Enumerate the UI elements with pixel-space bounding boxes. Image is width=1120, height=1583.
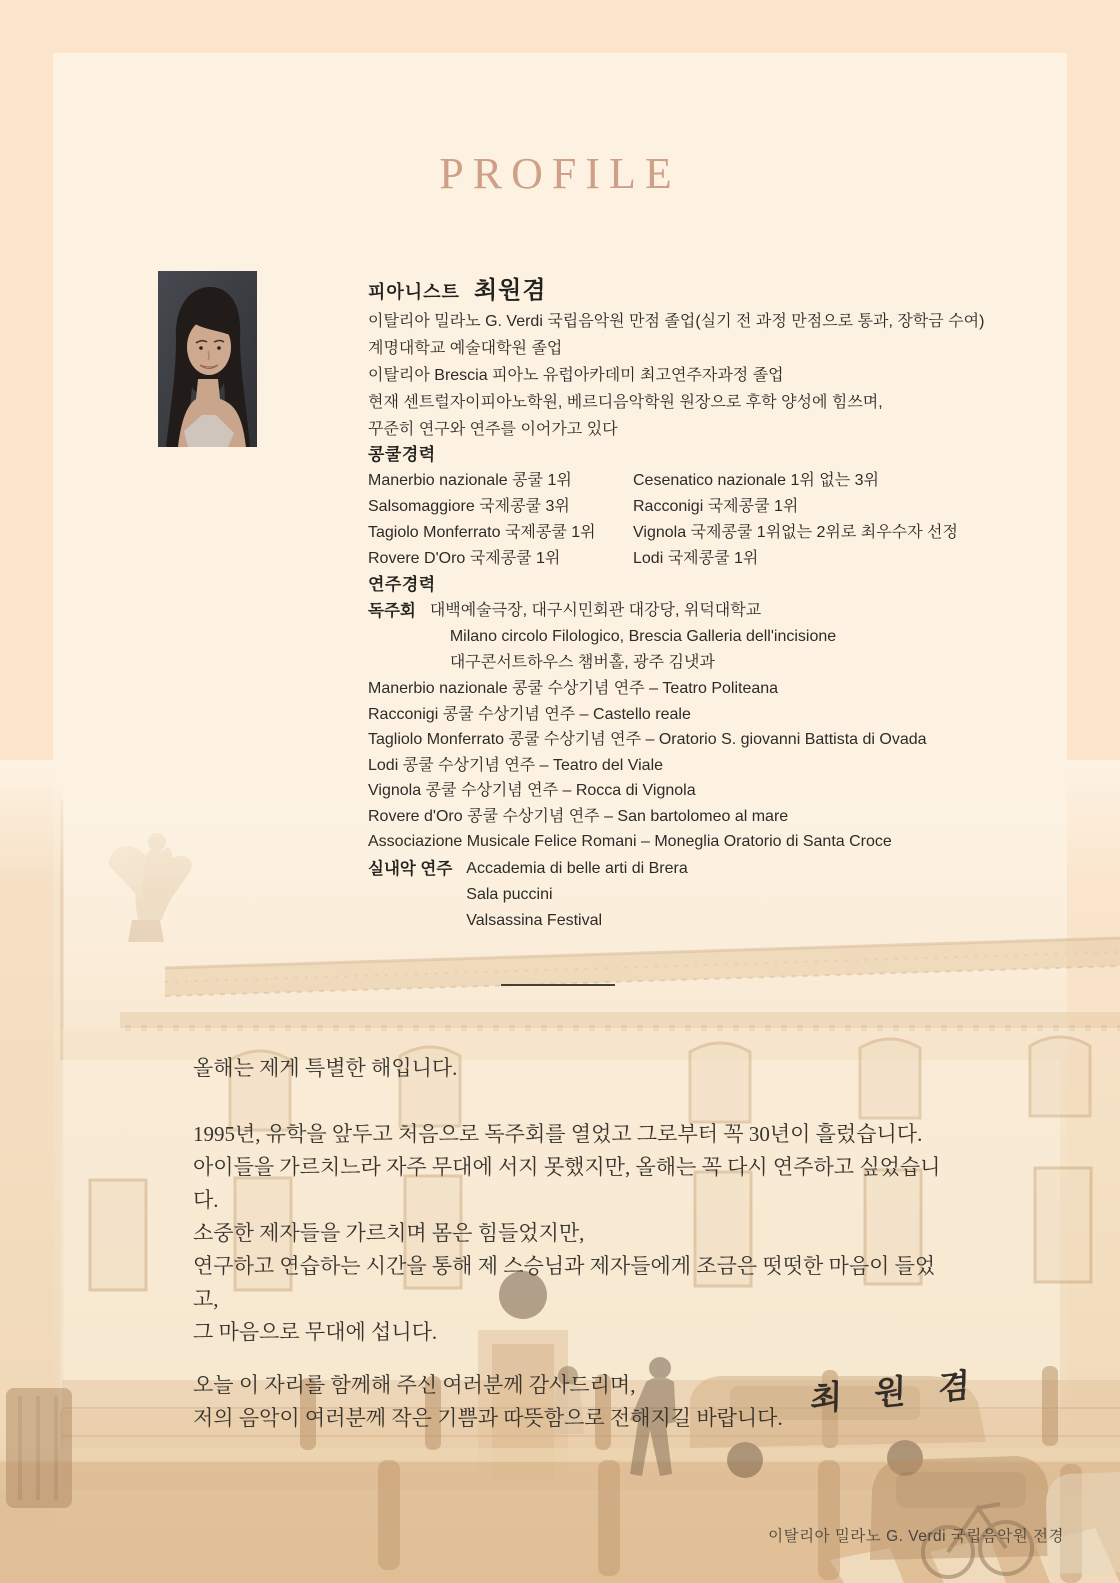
letter-paragraph	[193, 1118, 953, 1349]
competitions-right-column	[633, 468, 1033, 572]
competitions-left-column	[368, 468, 630, 572]
solo-recital-line: Milano circolo Filologico, Brescia Galleria dell'incisione	[449, 628, 837, 645]
competition-item: Vignola 국제콩쿨 1위없는 2위로 최우수자 선정	[633, 524, 958, 541]
performance-list	[368, 676, 1028, 855]
letter-line: 1995년, 유학을 앞두고 처음으로 독주회를 열었고 그로부터 꼭 30년이 흘렀습니다.	[193, 1122, 923, 1146]
chamber-music-line: Sala puccini	[466, 886, 553, 903]
bio-line: 현재 센트럴자이피아노학원, 베르디음악학원 원장으로 후학 양성에 힘쓰며,	[368, 394, 883, 411]
chamber-music-line: Valsassina Festival	[466, 912, 603, 929]
competition-item: Salsomaggiore 국제콩쿨 3위	[368, 498, 570, 515]
solo-recital-line: 대백예술극장, 대구시민회관 대강당, 위덕대학교	[429, 602, 762, 619]
performance-item: Vignola 콩쿨 수상기념 연주 – Rocca di Vignola	[368, 782, 696, 799]
performance-item: Lodi 콩쿨 수상기념 연주 – Teatro del Viale	[368, 756, 664, 774]
chamber-music-row	[368, 856, 688, 934]
solo-recitals-lines	[430, 598, 836, 676]
chamber-music-lines	[466, 856, 687, 934]
section-divider	[501, 984, 615, 986]
bio-line: 꾸준히 연구와 연주를 이어가고 있다	[368, 421, 618, 438]
pianist-role-label: 피아니스트	[368, 282, 460, 302]
photo-caption: 이탈리아 밀라노 G. Verdi 국립음악원 전경	[768, 1528, 1064, 1545]
competition-item: Tagiolo Monferrato 국제콩쿨 1위	[368, 524, 596, 541]
performance-item: Racconigi 콩쿨 수상기념 연주 – Castello reale	[368, 705, 691, 723]
handwritten-signature: 최 원 겸	[809, 1367, 983, 1419]
chamber-music-line: Accademia di belle arti di Brera	[466, 860, 688, 877]
bio-line: 이탈리아 밀라노 G. Verdi 국립음악원 만점 졸업(실기 전 과정 만점으로 통과, 장학금 수여)	[368, 313, 985, 330]
performance-item: Manerbio nazionale 콩쿨 수상기념 연주 – Teatro Politeana	[368, 680, 779, 697]
competitions-header: 콩쿨경력	[368, 445, 436, 464]
pianist-name: 최원겸	[473, 277, 547, 304]
bio-line: 계명대학교 예술대학원 졸업	[368, 340, 563, 357]
bio-block	[368, 308, 1028, 443]
solo-recital-line: 대구콘서트하우스 챔버홀, 광주 김냇과	[449, 654, 715, 671]
letter-line: 연구하고 연습하는 시간을 통해 제 스승님과 제자들에게 조금은 떳떳한 마음이 들었고,	[193, 1254, 936, 1311]
letter-line: 그 마음으로 무대에 섭니다.	[193, 1320, 438, 1344]
pianist-photo	[158, 271, 257, 447]
performance-item: Rovere d'Oro 콩쿨 수상기념 연주 – San bartolomeo al mare	[368, 807, 789, 825]
competition-item: Manerbio nazionale 콩쿨 1위	[368, 472, 572, 489]
letter-line: 아이들을 가르치느라 자주 무대에 서지 못했지만, 올해는 꼭 다시 연주하고 싶었습니다.	[193, 1155, 941, 1212]
letter-paragraph: 올해는 제게 특별한 해입니다.	[193, 1056, 458, 1080]
performances-header: 연주경력	[368, 575, 436, 594]
competition-item: Racconigi 국제콩쿨 1위	[633, 498, 799, 515]
page-title: PROFILE	[439, 149, 681, 198]
letter-line: 저의 음악이 여러분께 작은 기쁨과 따뜻함으로 전해지길 바랍니다.	[193, 1406, 783, 1430]
performance-item: Associazione Musicale Felice Romani – Moneglia Oratorio di Santa Croce	[368, 833, 892, 850]
chamber-music-label: 실내악 연주	[368, 860, 453, 878]
pianist-name-row	[368, 270, 547, 305]
solo-recitals-row	[368, 598, 836, 676]
bio-line: 이탈리아 Brescia 피아노 유럽아카데미 최고연주자과정 졸업	[368, 367, 784, 384]
letter-line: 오늘 이 자리를 함께해 주신 여러분께 감사드리며,	[193, 1373, 636, 1397]
competition-item: Cesenatico nazionale 1위 없는 3위	[633, 472, 879, 489]
solo-recitals-label: 독주회	[368, 602, 416, 620]
competition-item: Rovere D'Oro 국제콩쿨 1위	[368, 550, 561, 567]
competition-item: Lodi 국제콩쿨 1위	[633, 550, 759, 567]
letter-line: 소중한 제자들을 가르치며 몸은 힘들었지만,	[193, 1221, 585, 1245]
performance-item: Tagliolo Monferrato 콩쿨 수상기념 연주 – Oratorio S. giovanni Battista di Ovada	[368, 731, 927, 748]
